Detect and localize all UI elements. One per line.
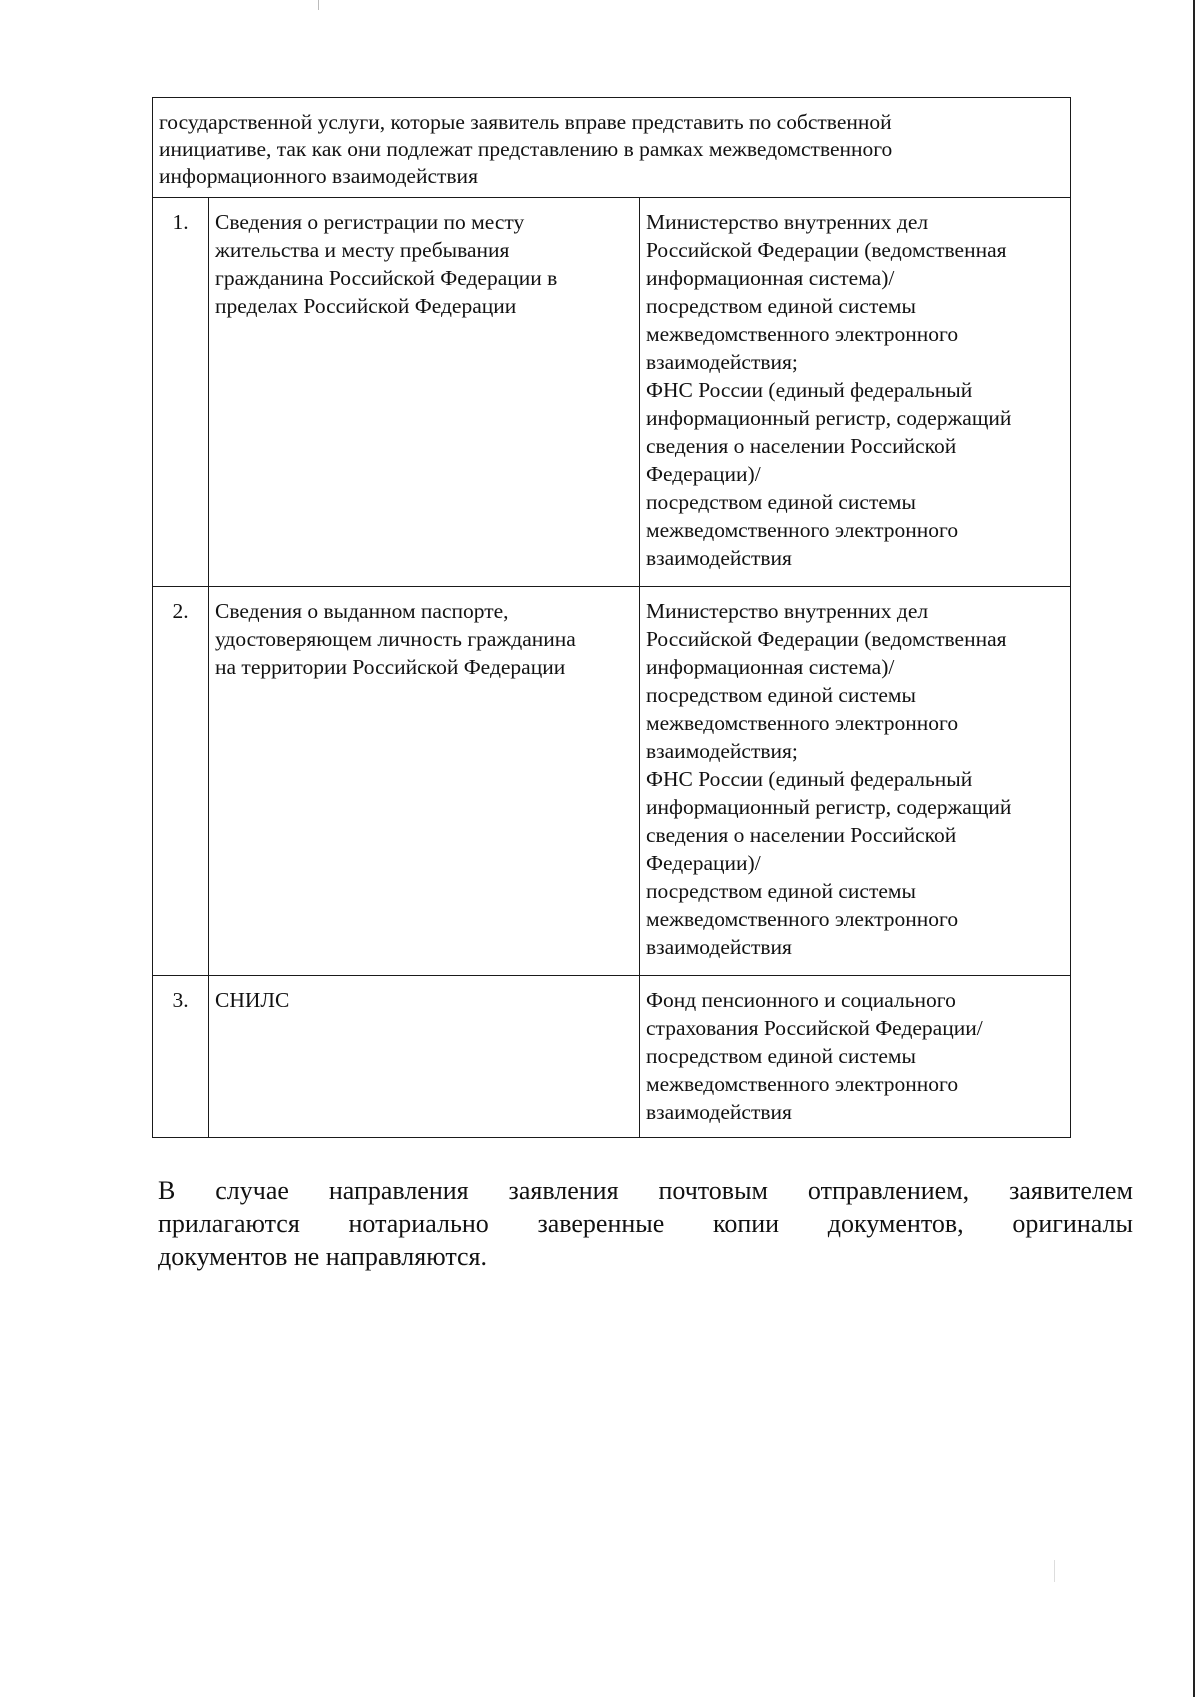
description-line: СНИЛС [215,988,290,1012]
paragraph-word: копии [713,1209,780,1238]
source-line: информационная система)/ [646,655,895,679]
source-line: межведомственного электронного [646,907,959,931]
header-line: инициативе, так как они подлежат представлению в рамках межведомственного [159,137,893,161]
paragraph-word: заверенные [537,1209,665,1238]
page-edge-line [1193,0,1195,1697]
source-line: посредством единой системы [646,294,916,318]
paragraph-word: случае [215,1176,289,1205]
source-line: межведомственного электронного [646,1072,959,1096]
source-line: Федерации)/ [646,462,761,486]
row-description [209,587,640,976]
paragraph-word: документов не направляются. [158,1242,487,1271]
scan-artifact-mark [1054,1560,1055,1582]
source-line: взаимодействия [646,1100,792,1124]
row-description [209,198,640,587]
documents-table [152,97,1071,1138]
source-line: посредством единой системы [646,683,916,707]
source-line: взаимодействия [646,935,792,959]
source-line: сведения о населении Российской [646,434,957,458]
source-line: межведомственного электронного [646,711,959,735]
description-line: гражданина Российской Федерации в [215,266,558,290]
row-number: 2. [153,587,209,976]
source-line: межведомственного электронного [646,518,959,542]
table-header-row [153,98,1071,198]
source-line: взаимодействия; [646,739,798,763]
header-line: государственной услуги, которые заявитель вправе представить по собственной [159,110,892,134]
description-line: Сведения о регистрации по месту [215,210,525,234]
description-line: удостоверяющем личность гражданина [215,627,576,651]
description-line: жительства и месту пребывания [215,238,510,262]
description-line: Сведения о выданном паспорте, [215,599,509,623]
row-source [640,587,1071,976]
source-line: взаимодействия; [646,350,798,374]
row-number: 1. [153,198,209,587]
paragraph-word: почтовым [658,1176,769,1205]
row-source [640,198,1071,587]
table-row [153,198,1071,587]
table-header-cell [153,98,1071,198]
row-description [209,976,640,1138]
source-line: взаимодействия [646,546,792,570]
paragraph-line [158,1240,1133,1273]
source-line: информационный регистр, содержащий [646,406,1012,430]
table-row [153,587,1071,976]
source-line: Министерство внутренних дел [646,599,929,623]
source-line: Министерство внутренних дел [646,210,929,234]
paragraph-word: заявителем [1009,1176,1133,1205]
source-line: ФНС России (единый федеральный [646,767,973,791]
scan-artifact-tick [318,0,319,10]
source-line: Российской Федерации (ведомственная [646,238,1007,262]
source-line: Федерации)/ [646,851,761,875]
source-line: посредством единой системы [646,490,916,514]
table-row [153,976,1071,1138]
source-line: ФНС России (единый федеральный [646,378,973,402]
row-source [640,976,1071,1138]
paragraph-line [158,1207,1133,1240]
source-line: межведомственного электронного [646,322,959,346]
paragraph-word: заявления [508,1176,619,1205]
paragraph-word: нотариально [348,1209,489,1238]
header-line: информационного взаимодействия [159,164,478,188]
paragraph-word: направления [328,1176,469,1205]
source-line: посредством единой системы [646,879,916,903]
description-line: на территории Российской Федерации [215,655,566,679]
paragraph-word: документов, [827,1209,964,1238]
source-line: информационная система)/ [646,266,895,290]
paragraph-word: прилагаются [158,1209,300,1238]
source-line: посредством единой системы [646,1044,916,1068]
source-line: Российской Федерации (ведомственная [646,627,1007,651]
paragraph-word: отправлением, [807,1176,970,1205]
description-line: пределах Российской Федерации [215,294,517,318]
paragraph-word: оригиналы [1012,1209,1133,1238]
paragraph-word: В [158,1176,176,1205]
paragraph-line [158,1174,1133,1207]
row-number: 3. [153,976,209,1138]
body-paragraph [158,1174,1133,1273]
source-line: Фонд пенсионного и социального [646,988,956,1012]
source-line: сведения о населении Российской [646,823,957,847]
source-line: страхования Российской Федерации/ [646,1016,983,1040]
source-line: информационный регистр, содержащий [646,795,1012,819]
